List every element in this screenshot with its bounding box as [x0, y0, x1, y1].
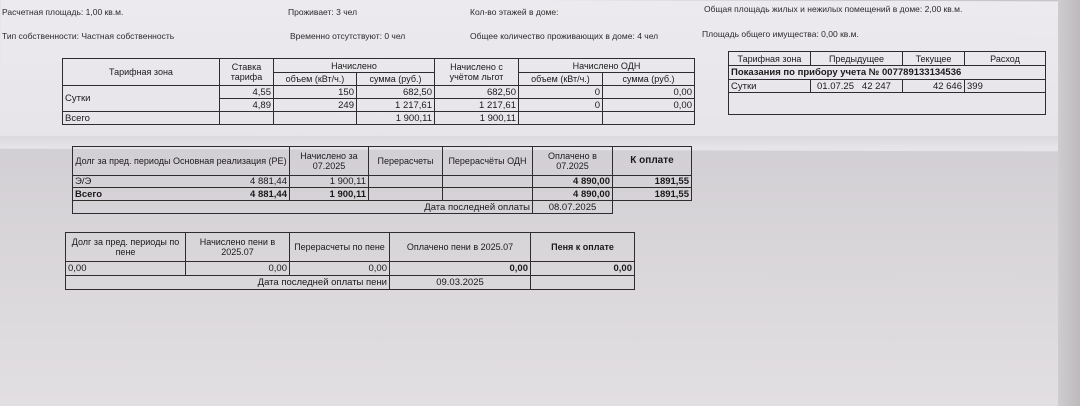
cell-benefit: 1 217,61 [435, 99, 519, 112]
th-penalty-accrued: Начислено пени в 2025.07 [186, 233, 290, 262]
debt-row-accrued: 1 900,11 [290, 176, 369, 188]
zone-name: Сутки [63, 86, 220, 112]
table-row-total [73, 188, 692, 201]
th-due: К оплате [613, 147, 692, 176]
info-common-area: Площадь общего имущества: 0,00 кв.м. [702, 29, 859, 39]
cell-benefit: 682,50 [435, 86, 519, 99]
th-debt: Долг за пред. периоды Основная реализация (РЕ) [73, 147, 290, 176]
info-house-residents: Общее количество проживающих в доме: 4 чел [470, 31, 659, 41]
th-penalty-paid: Оплачено пени в 2025.07 [390, 233, 531, 262]
cell-volume: 249 [274, 99, 357, 112]
th-odn-volume: объем (кВт/ч.) [519, 73, 603, 86]
meter-device-label: Показания по прибору учета № 007789133134536 [729, 66, 1046, 80]
table-row [66, 262, 635, 276]
penalty-debt: 0,00 [66, 262, 186, 276]
total-benefit: 1 900,11 [435, 112, 519, 125]
info-temp-absent: Временно отсутствуют: 0 чел [290, 31, 406, 41]
th-penalty-recalc: Перерасчеты по пене [290, 233, 390, 262]
meter-table [728, 51, 1046, 115]
cell-sum: 1 217,61 [357, 99, 435, 112]
info-residents: Проживает: 3 чел [288, 7, 358, 17]
penalty-accrued: 0,00 [186, 262, 290, 276]
debt-row-debt: 4 881,44 [250, 176, 287, 187]
th-accrued: Начислено [274, 59, 435, 73]
cell-volume: 150 [274, 86, 357, 99]
table-row [729, 80, 1046, 93]
th-penalty-due: Пеня к оплате [531, 233, 635, 262]
total-label: Всего [63, 112, 220, 125]
meter-current: 42 646 [903, 80, 965, 93]
table-row-total [63, 112, 695, 125]
th-zone: Тарифная зона [63, 59, 220, 86]
debt-row-paid: 4 890,00 [533, 176, 613, 188]
info-floors: Кол-во этажей в доме: [470, 7, 559, 17]
info-total-area: Общая площадь жилых и нежилых помещений в доме: 2,00 кв.м. [704, 4, 963, 14]
th-odn-recalc: Перерасчёты ОДН [443, 147, 533, 176]
penalty-table [65, 232, 635, 290]
th-meter-prev: Предыдущее [811, 52, 903, 66]
debt-total-label: Всего [75, 188, 103, 200]
th-volume: объем (кВт/ч.) [274, 73, 357, 86]
debt-total-debt: 4 881,44 [250, 188, 287, 200]
th-penalty-debt: Долг за пред. периоды по пене [66, 233, 186, 262]
debt-total-due: 1891,55 [613, 188, 692, 201]
th-meter-current: Текущее [903, 52, 965, 66]
debt-last-payment-label: Дата последней оплаты [73, 201, 533, 214]
debt-total-paid: 4 890,00 [533, 188, 613, 201]
th-recalc: Перерасчеты [369, 147, 443, 176]
th-accrued-benefits: Начислено с учётом льгот [435, 59, 519, 86]
th-odn: Начислено ОДН [519, 59, 695, 73]
cell-odn-sum: 0,00 [603, 99, 695, 112]
table-row [63, 86, 695, 99]
meter-usage: 399 [965, 80, 1046, 93]
penalty-recalc: 0,00 [290, 262, 390, 276]
total-sum: 1 900,11 [357, 112, 435, 125]
info-ownership: Тип собственности: Частная собственность [2, 31, 175, 41]
th-rate: Ставка тарифа [220, 59, 274, 86]
cell-odn-sum: 0,00 [603, 86, 695, 99]
meter-prev-date: 01.07.25 [817, 80, 854, 92]
th-odn-sum: сумма (руб.) [603, 73, 695, 86]
debt-row-label: Э/Э [75, 176, 92, 187]
th-meter-usage: Расход [965, 52, 1046, 66]
th-paid: Оплачено в 07.2025 [533, 147, 613, 176]
info-area: Расчетная площадь: 1,00 кв.м. [2, 7, 124, 17]
th-meter-zone: Тарифная зона [729, 52, 811, 66]
debt-row-due: 1891,55 [613, 176, 692, 188]
tariff-table [62, 58, 695, 125]
debt-last-payment-date: 08.07.2025 [533, 201, 613, 214]
penalty-due: 0,00 [531, 262, 635, 276]
table-row [73, 176, 692, 188]
cell-rate: 4,89 [220, 99, 274, 112]
meter-zone: Сутки [729, 80, 811, 93]
meter-prev-value: 42 247 [861, 80, 891, 92]
debt-table [72, 146, 692, 214]
penalty-last-payment-date: 09.03.2025 [390, 276, 531, 290]
th-sum: сумма (руб.) [357, 73, 435, 86]
cell-sum: 682,50 [357, 86, 435, 99]
cell-rate: 4,55 [220, 86, 274, 99]
th-accrued-month: Начислено за 07.2025 [290, 147, 369, 176]
paper-edge [1058, 0, 1080, 406]
penalty-last-payment-label: Дата последней оплаты пени [66, 276, 390, 290]
cell-odn-volume: 0 [519, 99, 603, 112]
cell-odn-volume: 0 [519, 86, 603, 99]
debt-total-accrued: 1 900,11 [290, 188, 369, 201]
penalty-paid: 0,00 [390, 262, 531, 276]
